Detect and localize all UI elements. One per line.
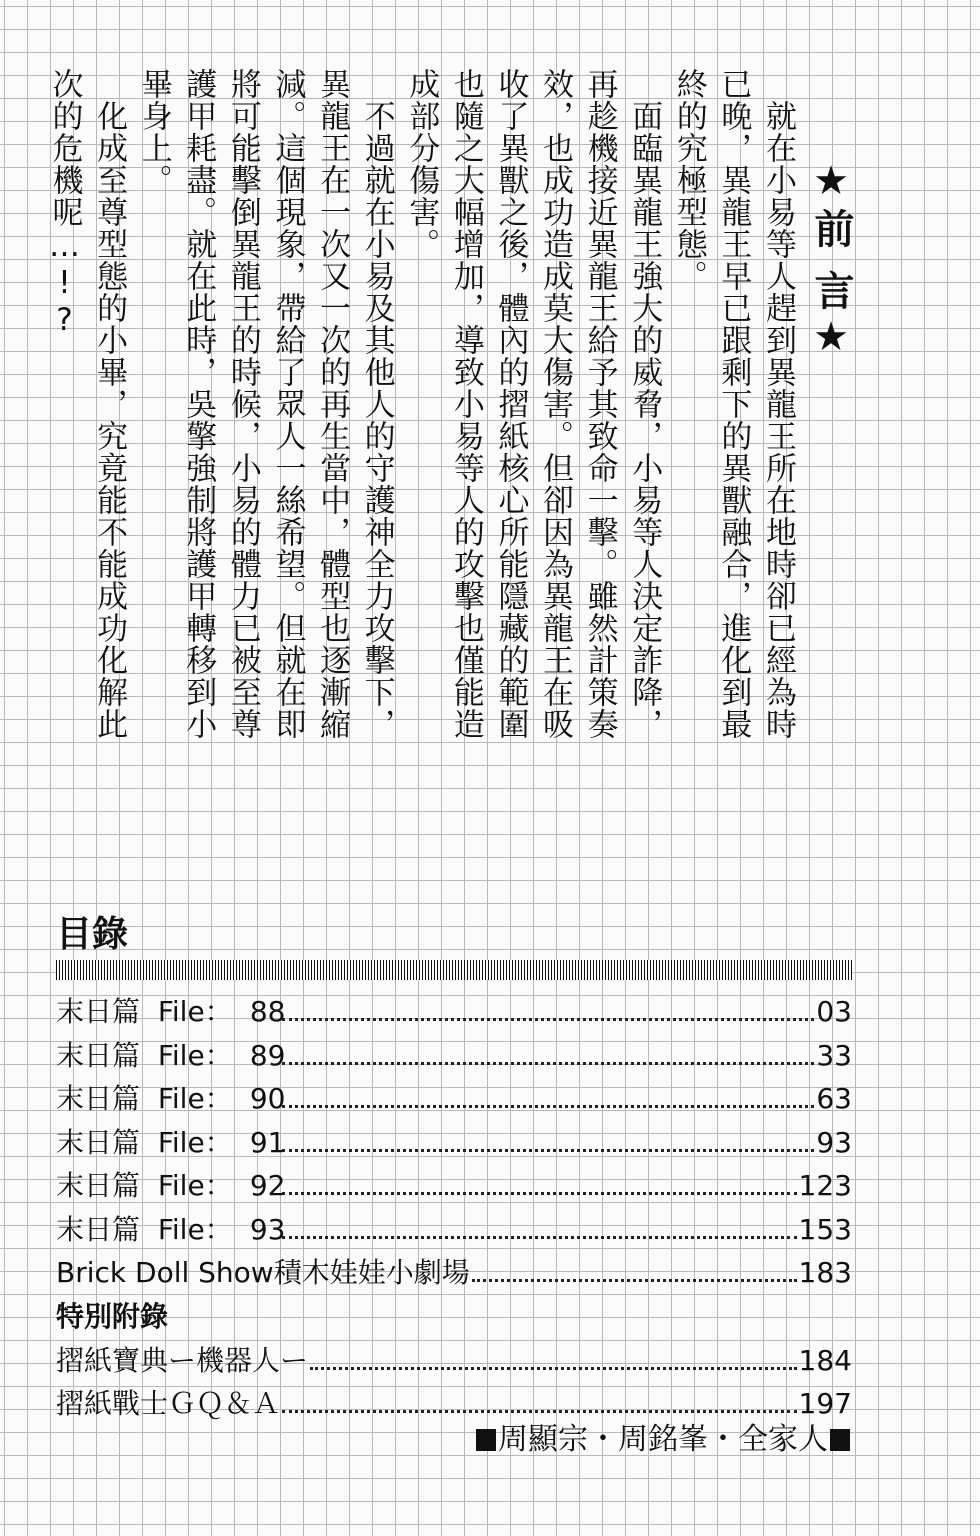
preface-column: 畢身上。 — [135, 68, 172, 196]
preface-column: 終的究極型態。 — [670, 68, 707, 292]
square-bullet-icon — [476, 1429, 496, 1451]
toc-leader-dots — [282, 1236, 797, 1239]
toc-leader-dots — [310, 1367, 797, 1370]
preface-column: 就在小易等人趕到異龍王所在地時卻已經為時 — [760, 68, 796, 740]
toc-entry-label: 末日篇 File： 89 — [56, 1038, 286, 1072]
toc-page-number: 183 — [798, 1256, 852, 1289]
toc-entry-extra[interactable] — [56, 1251, 852, 1295]
toc-entry-label: 末日篇 File： 91 — [56, 1125, 286, 1159]
preface-body — [42, 68, 800, 768]
toc-page-number: 93 — [816, 1125, 852, 1159]
toc-entry-label: Brick Doll Show積木娃娃小劇場 — [56, 1256, 470, 1289]
preface-column: 異龍王在一次又一次的再生當中，體型也逐漸縮 — [314, 68, 351, 740]
toc-page-number: 03 — [816, 995, 852, 1028]
toc-entry-label: 末日篇 File： 92 — [56, 1169, 286, 1202]
preface-column: 將可能擊倒異龍王的時候，小易的體力已被至尊 — [224, 68, 261, 740]
toc-page-number: 153 — [798, 1212, 852, 1246]
toc-page-number: 197 — [798, 1387, 852, 1420]
preface-column: 護甲耗盡。就在此時，吳擎強制將護甲轉移到小 — [180, 68, 217, 740]
toc-entry-special[interactable] — [56, 1339, 852, 1383]
preface-column: 已晚，異龍王早已跟剩下的異獸融合，進化到最 — [715, 68, 752, 740]
toc-page-number: 184 — [798, 1343, 852, 1377]
preface-column: 次的危機呢…!? — [46, 68, 83, 339]
toc-special-heading: 特別附錄 — [56, 1299, 169, 1333]
toc-entry[interactable] — [56, 1121, 852, 1165]
toc-page-number: 123 — [798, 1169, 852, 1202]
toc-list — [56, 990, 852, 1426]
toc-leader-dots — [282, 1410, 797, 1413]
toc-title: 目錄 — [56, 914, 129, 955]
toc-leader-dots — [282, 1192, 797, 1195]
preface-column: 效，也成功造成莫大傷害。但卻因為異龍王在吸 — [537, 68, 574, 740]
toc-leader-dots — [282, 1018, 815, 1021]
toc-entry-label: 末日篇 File： 88 — [56, 995, 286, 1028]
toc-entry-label: 摺紙寶典ー機器人ー — [56, 1343, 309, 1377]
toc-entry[interactable] — [56, 1077, 852, 1121]
preface-column: 成部分傷害。 — [403, 68, 440, 260]
toc-page-number: 63 — [816, 1082, 852, 1115]
toc-entry-label: 摺紙戰士ＧＱ＆Ａ — [56, 1387, 281, 1420]
preface-title: ★前 言★ — [808, 158, 854, 364]
toc-page-number: 33 — [816, 1038, 852, 1072]
toc-entry[interactable] — [56, 1164, 852, 1208]
preface-column: 減。這個現象，帶給了眾人一絲希望。但就在即 — [269, 68, 306, 740]
preface-column: 不過就在小易及其他人的守護神全力攻擊下， — [358, 68, 395, 740]
toc-leader-dots — [472, 1279, 797, 1282]
preface-column: 也隨之大幅增加，導致小易等人的攻擊也僅能造 — [447, 68, 484, 740]
credits-text: 周顯宗・周銘峯・全家人 — [498, 1422, 828, 1457]
preface-column: 化成至尊型態的小畢，究竟能不能成功化解此 — [91, 68, 128, 740]
toc-entry-special[interactable] — [56, 1382, 852, 1426]
preface-column: 再趁機接近異龍王給予其致命一擊。雖然計策奏 — [581, 68, 618, 740]
preface-column: 面臨異龍王強大的威脅，小易等人決定詐降， — [626, 68, 663, 740]
toc-leader-dots — [282, 1149, 815, 1152]
square-bullet-icon — [830, 1429, 850, 1451]
toc-entry-label: 末日篇 File： 90 — [56, 1082, 286, 1115]
toc-leader-dots — [282, 1105, 815, 1108]
toc-entry[interactable] — [56, 1208, 852, 1252]
toc-entry[interactable] — [56, 1034, 852, 1078]
credits-line — [474, 1420, 852, 1460]
toc-leader-dots — [282, 1062, 815, 1065]
preface-column: 收了異獸之後，體內的摺紙核心所能隱藏的範圍 — [492, 68, 529, 740]
toc-entry-label: 末日篇 File： 93 — [56, 1212, 286, 1246]
toc-entry[interactable] — [56, 990, 852, 1034]
toc-divider-bar — [56, 960, 852, 980]
